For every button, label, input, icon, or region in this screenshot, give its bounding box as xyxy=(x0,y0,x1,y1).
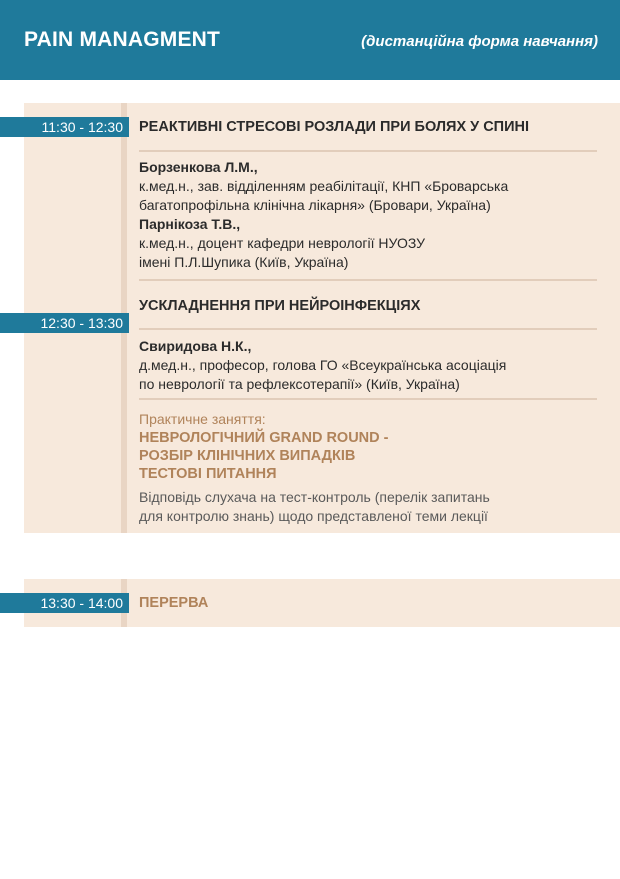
session-time-3: 13:30 - 14:00 xyxy=(0,593,129,613)
session-title-3: ПЕРЕРВА xyxy=(139,595,209,611)
speaker-info-line: по неврології та рефлексотерапії» (Київ, Україна) xyxy=(139,376,460,392)
speaker-info-line: імені П.Л.Шупика (Київ, Україна) xyxy=(139,254,349,270)
speaker-info-line: к.мед.н., доцент кафедри неврології НУОЗУ xyxy=(139,235,426,251)
separator xyxy=(139,150,597,152)
practice-note-line: для контролю знань) щодо представленої теми лекції xyxy=(139,508,488,524)
practice-label: Практичне заняття: xyxy=(139,411,266,427)
speaker-name: Свиридова Н.К., xyxy=(139,338,252,354)
separator xyxy=(139,279,597,281)
session-title-1: РЕАКТИВНІ СТРЕСОВІ РОЗЛАДИ ПРИ БОЛЯХ У СПИНІ xyxy=(139,119,530,135)
separator xyxy=(139,398,597,400)
page-subtitle: (дистанційна форма навчання) xyxy=(361,33,598,50)
practice-note-line: Відповідь слухача на тест-контроль (перелік запитань xyxy=(139,489,490,505)
session-title-2: УСКЛАДНЕННЯ ПРИ НЕЙРОІНФЕКЦІЯХ xyxy=(139,298,421,314)
separator xyxy=(139,328,597,330)
practice-title-line: РОЗБІР КЛІНІЧНИХ ВИПАДКІВ xyxy=(139,448,356,464)
speaker-info-line: д.мед.н., професор, голова ГО «Всеукраїнська асоціація xyxy=(139,357,507,373)
session-time-1: 11:30 - 12:30 xyxy=(0,117,129,137)
practice-title-line: НЕВРОЛОГІЧНИЙ GRAND ROUND - xyxy=(139,430,389,446)
speaker-name: Парнікоза Т.В., xyxy=(139,216,241,232)
speaker-name: Борзенкова Л.М., xyxy=(139,159,258,175)
speaker-info-line: багатопрофільна клінічна лікарня» (Бровари, Україна) xyxy=(139,197,491,213)
practice-title-line: ТЕСТОВІ ПИТАННЯ xyxy=(139,466,277,482)
page-title: PAIN MANAGMENT xyxy=(24,28,221,51)
speaker-info-line: к.мед.н., зав. відділенням реабілітації, КНП «Броварська xyxy=(139,178,509,194)
session-time-2: 12:30 - 13:30 xyxy=(0,313,129,333)
header-bar xyxy=(0,0,620,80)
